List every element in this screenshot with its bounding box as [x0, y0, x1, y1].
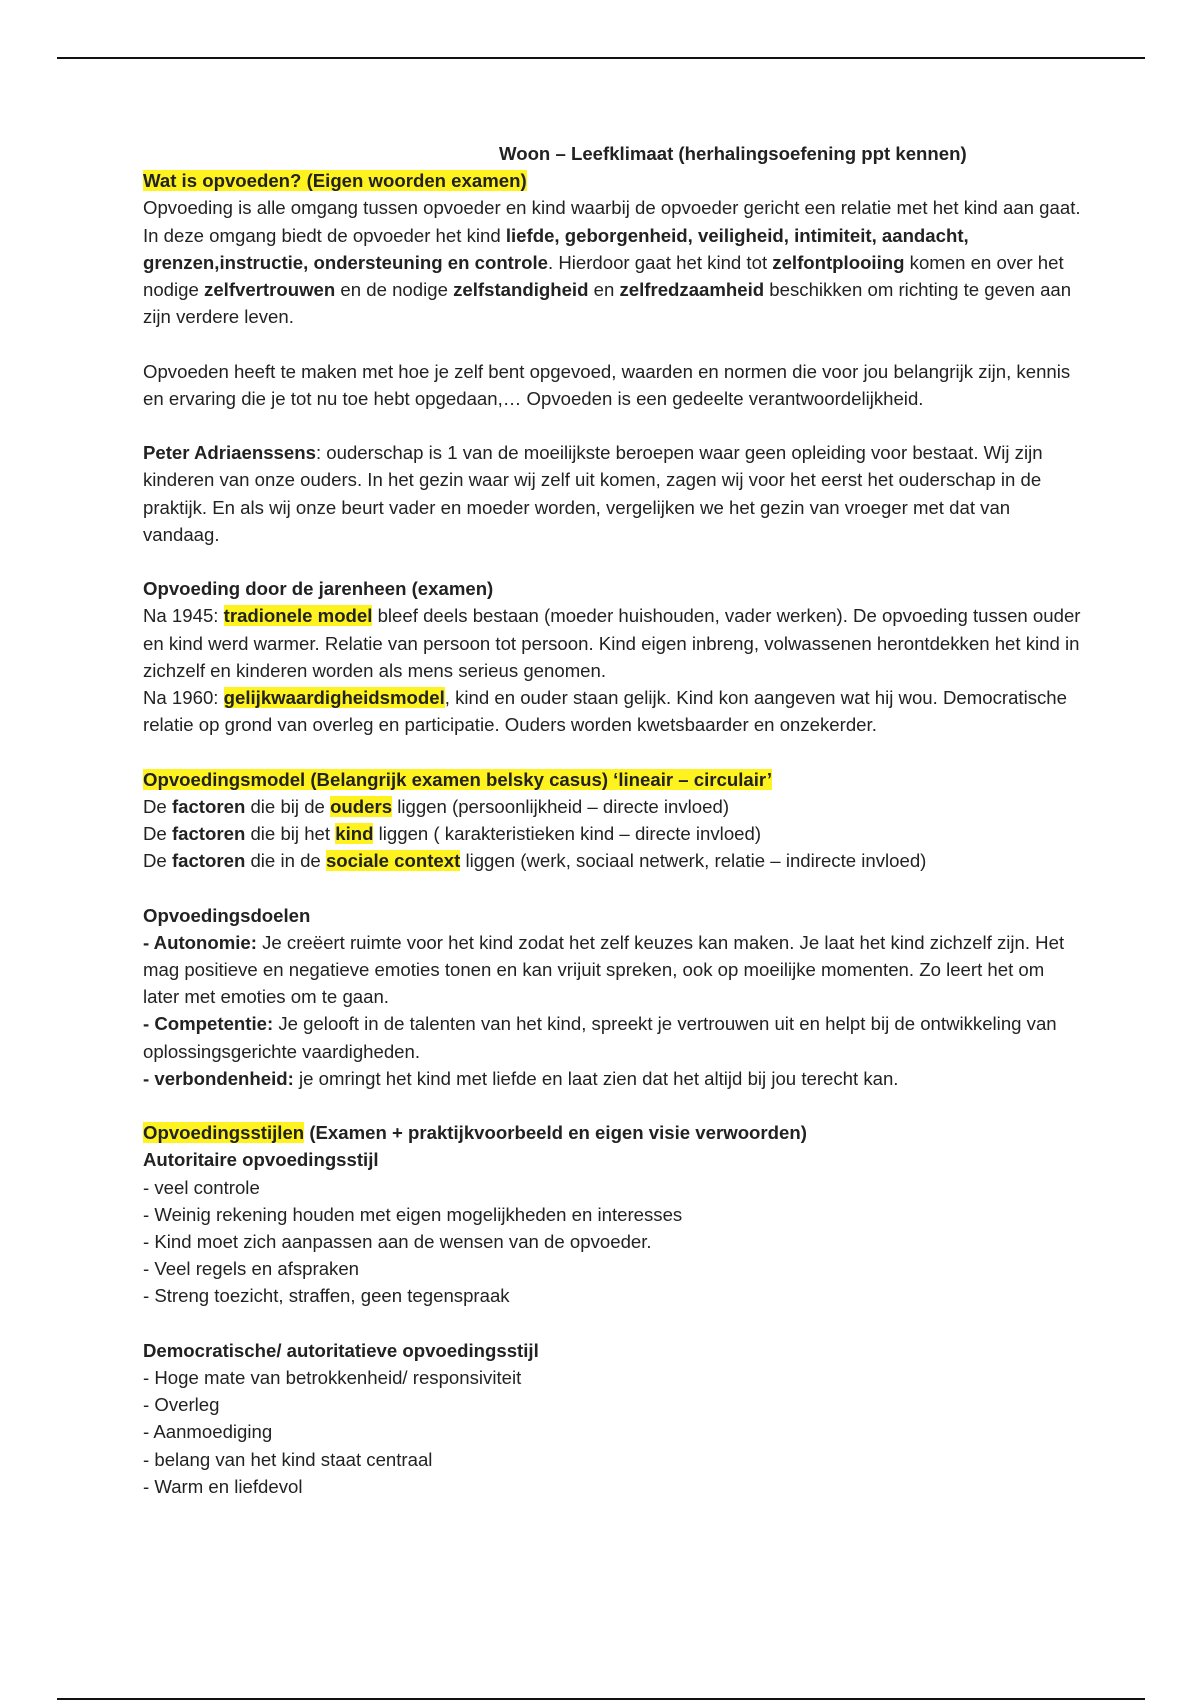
- factor-line: De factoren die in de sociale context liggen (werk, sociaal netwerk, relatie – indirecte invloed): [143, 850, 927, 872]
- section-heading-jarenheen: Opvoeding door de jarenheen (examen): [143, 578, 494, 600]
- list-item: - Weinig rekening houden met eigen mogelijkheden en interesses: [143, 1203, 683, 1225]
- document-title: Woon – Leefklimaat (herhalingsoefening ppt kennen): [499, 143, 967, 164]
- goal-item: - verbondenheid: je omringt het kind met liefde en laat zien dat het altijd bij jou terecht kan.: [143, 1067, 899, 1089]
- goal-item: - Autonomie: Je creëert ruimte voor het kind zodat het zelf keuzes kan maken. Je laat het kind zichzelf zijn. Het mag positieve en negatieve emoties tonen en kan vrijuit spreken, ook op moeilijke momenten. Zo leert het om later met emoties om te gaan.: [143, 931, 1065, 1008]
- section-heading-opvoeden: Wat is opvoeden? (Eigen woorden examen): [143, 170, 527, 192]
- top-rule: [57, 57, 1145, 59]
- paragraph-definition: Opvoeding is alle omgang tussen opvoeder en kind waarbij de opvoeder gericht een relatie met het kind aan gaat. In deze omgang biedt de opvoeder het kind liefde, geborgenheid, veiligheid, intimiteit, aandacht, grenzen,instructie, ondersteuning en controle. Hierdoor gaat het kind tot zelfontplooiing komen en over het nodige zelfvertrouwen en de nodige zelfstandigheid en zelfredzaamheid beschikken om richting te geven aan zijn verdere leven.: [143, 197, 1081, 328]
- factor-line: De factoren die bij het kind liggen ( karakteristieken kind – directe invloed): [143, 823, 762, 845]
- section-heading-opvoedingsdoelen: Opvoedingsdoelen: [143, 904, 311, 926]
- factor-line: De factoren die bij de ouders liggen (persoonlijkheid – directe invloed): [143, 795, 730, 817]
- paragraph-adriaenssens: Peter Adriaenssens: ouderschap is 1 van de moeilijkste beroepen waar geen opleiding voor bestaat. Wij zijn kinderen van onze ouders. In het gezin waar wij zelf uit komen, zagen wij voor het eerst het ouderschap in de praktijk. En als wij onze beurt vader en moeder worden, vergelijken we het gezin van vroeger met dat van vandaag.: [143, 442, 1043, 545]
- paragraph-opvoeden-context: Opvoeden heeft te maken met hoe je zelf bent opgevoed, waarden en normen die voor jou belangrijk zijn, kennis en ervaring die je tot nu toe hebt opgedaan,… Opvoeden is een gedeelte verantwoordelijkheid.: [143, 360, 1071, 409]
- subheading-autoritair: Autoritaire opvoedingsstijl: [143, 1149, 379, 1171]
- list-item: - Kind moet zich aanpassen aan de wensen van de opvoeder.: [143, 1231, 652, 1253]
- section-heading-opvoedingsstijlen: Opvoedingsstijlen (Examen + praktijkvoorbeeld en eigen visie verwoorden): [143, 1122, 807, 1144]
- subheading-democratisch: Democratische/ autoritatieve opvoedingsstijl: [143, 1339, 539, 1361]
- paragraph-1945: Na 1945: tradionele model bleef deels bestaan (moeder huishouden, vader werken). De opvoeding tussen ouder en kind werd warmer. Relatie van persoon tot persoon. Kind eigen inbreng, volwassenen herontdekken het kind in zichzelf en kinderen worden als mens serieus genomen.: [143, 605, 1081, 681]
- list-item: - veel controle: [143, 1176, 260, 1198]
- list-item: - Warm en liefdevol: [143, 1475, 303, 1497]
- list-item: - belang van het kind staat centraal: [143, 1448, 433, 1470]
- list-item: - Streng toezicht, straffen, geen tegenspraak: [143, 1285, 510, 1307]
- paragraph-1960: Na 1960: gelijkwaardigheidsmodel, kind en ouder staan gelijk. Kind kon aangeven wat hij wou. Democratische relatie op grond van overleg en participatie. Ouders worden kwetsbaarder en onzekerder.: [143, 687, 1067, 736]
- list-item: - Overleg: [143, 1394, 220, 1416]
- section-heading-opvoedingsmodel: Opvoedingsmodel (Belangrijk examen belsky casus) ‘lineair – circulair’: [143, 768, 772, 790]
- list-item: - Hoge mate van betrokkenheid/ responsiviteit: [143, 1367, 522, 1389]
- list-item: - Aanmoediging: [143, 1421, 273, 1443]
- list-item: - Veel regels en afspraken: [143, 1258, 360, 1280]
- document-page: [143, 140, 1083, 1500]
- goal-item: - Competentie: Je gelooft in de talenten van het kind, spreekt je vertrouwen uit en helpt bij de ontwikkeling van oplossingsgerichte vaardigheden.: [143, 1013, 1057, 1062]
